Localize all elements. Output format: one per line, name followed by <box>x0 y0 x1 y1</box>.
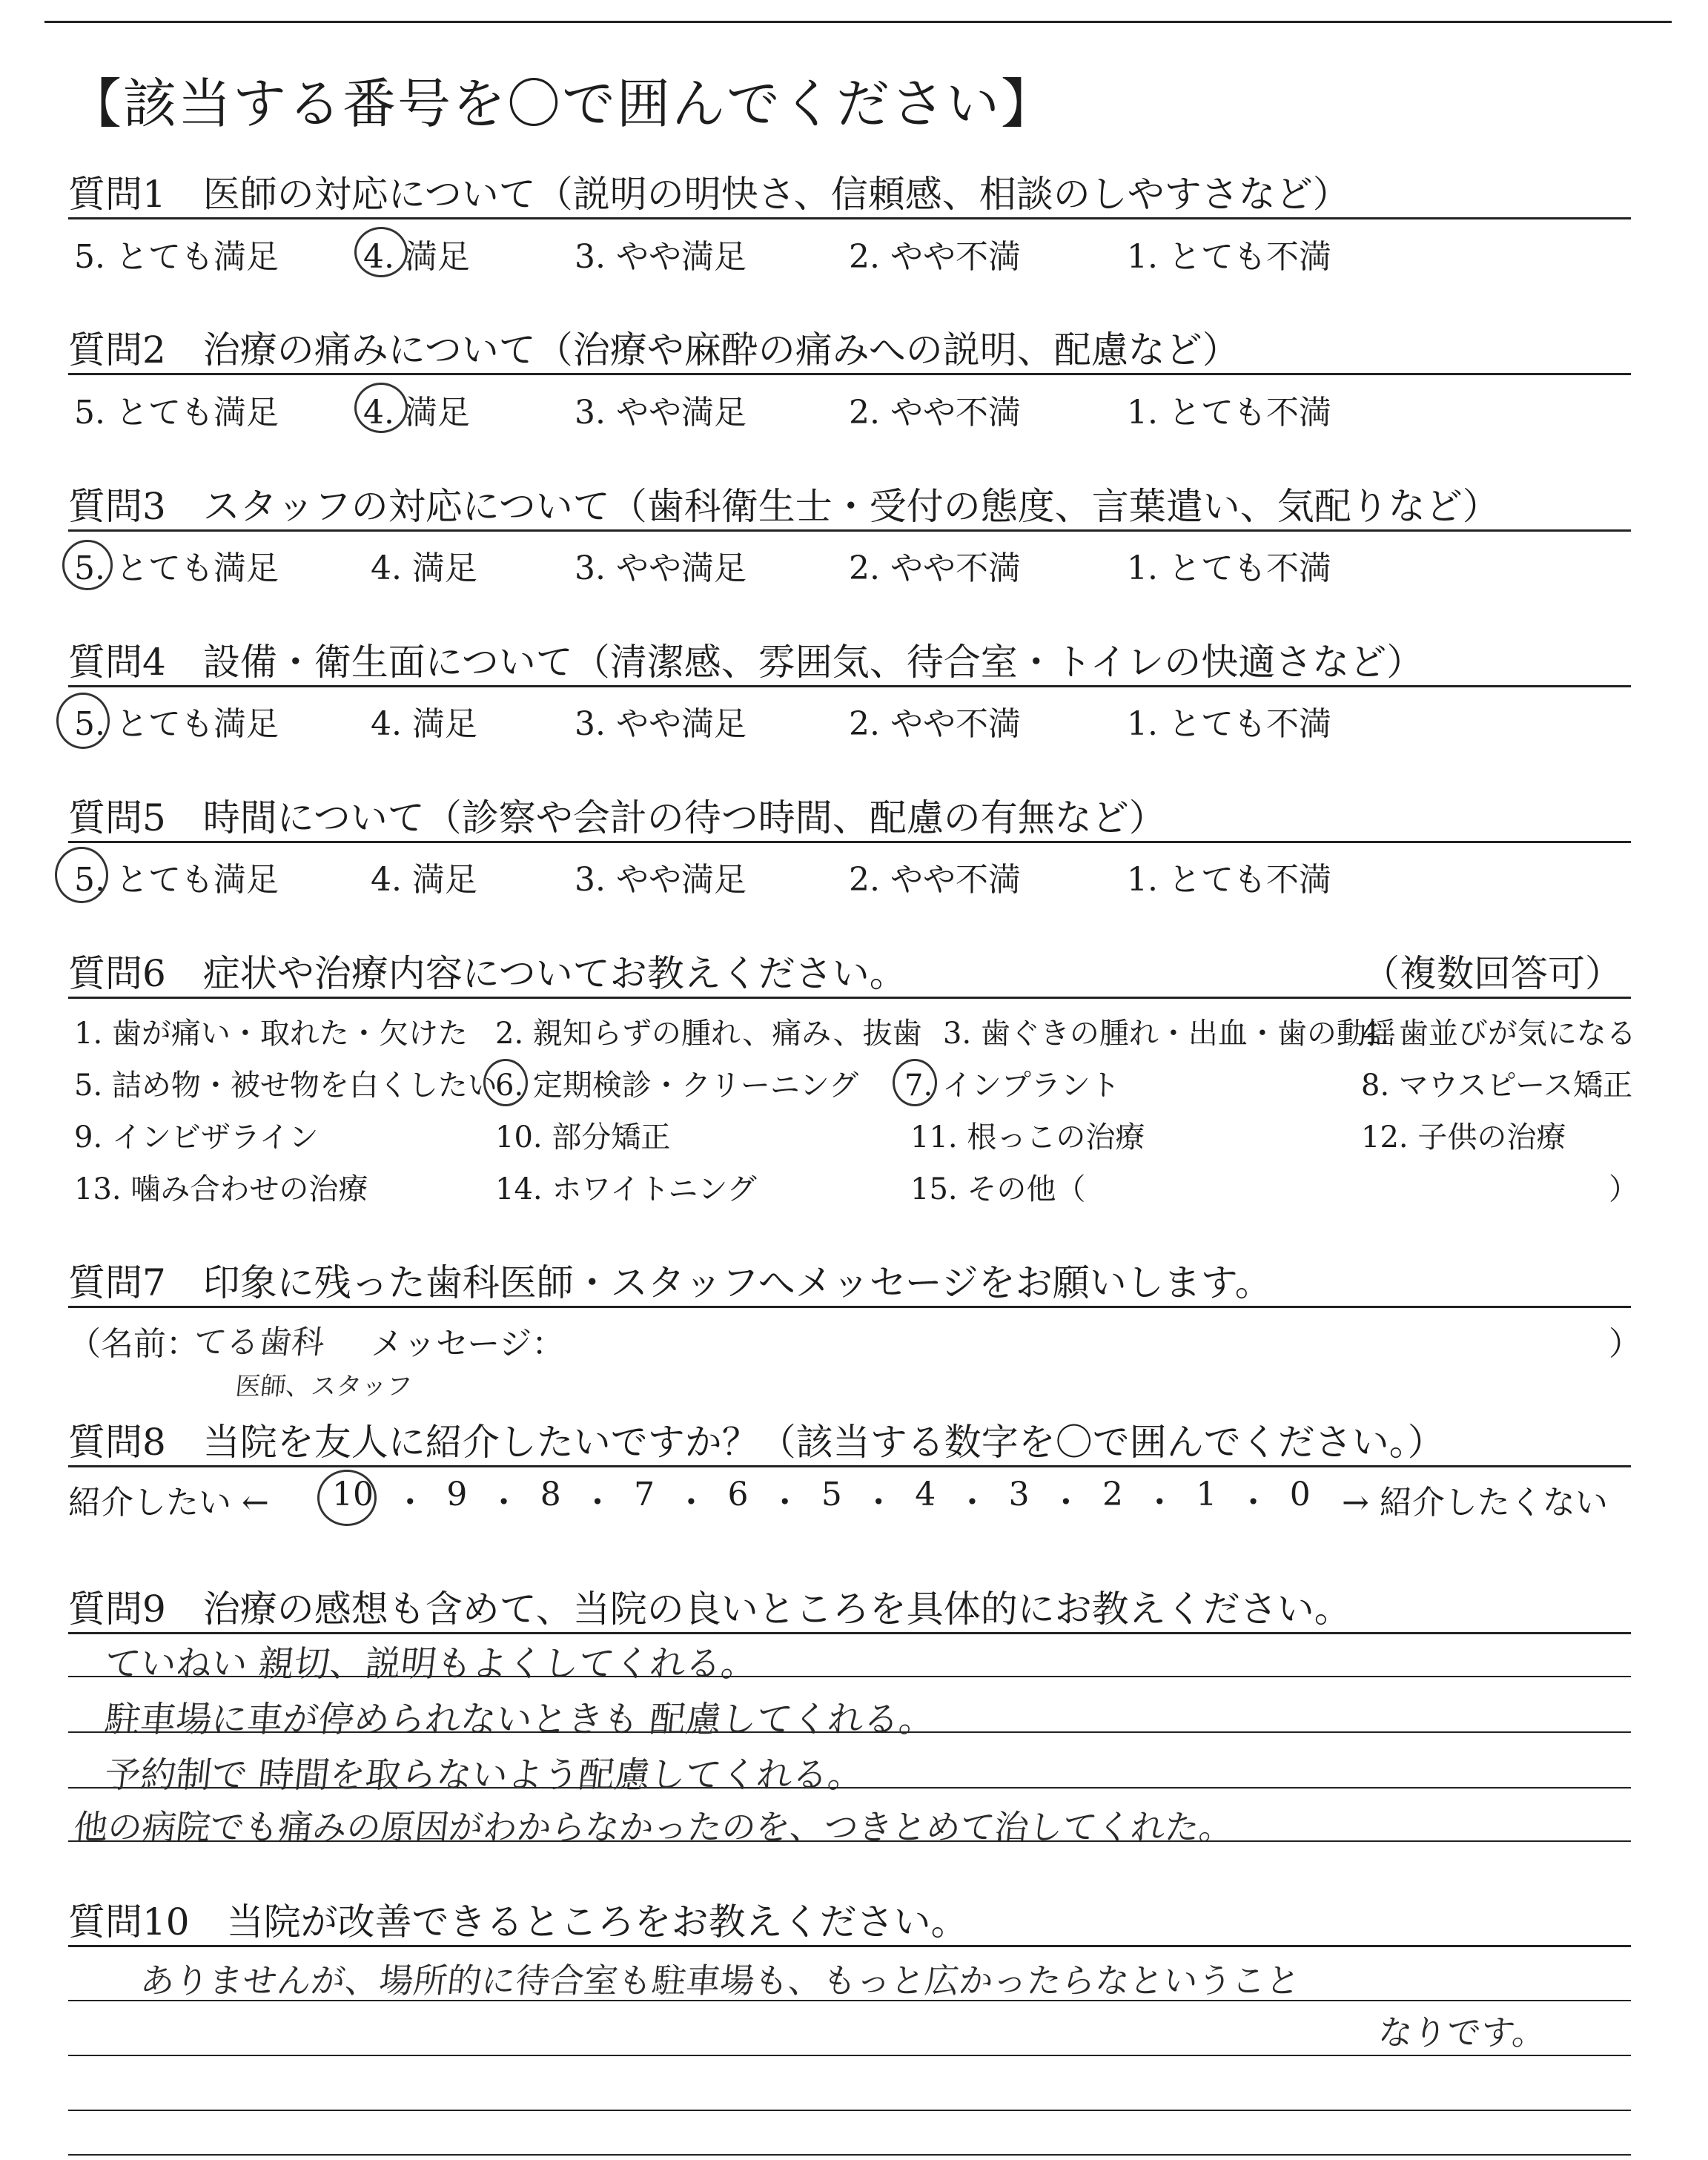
q8-scale-9[interactable]: 9 <box>446 1476 468 1513</box>
question-3-rule <box>68 529 1631 532</box>
q8-scale <box>332 1476 1311 1523</box>
answer-line <box>68 2110 1631 2111</box>
q7-message-label: メッセージ： <box>371 1325 565 1363</box>
q8-scale-sep: ・ <box>956 1484 989 1522</box>
q6-option-3[interactable]: 3. 歯ぐきの腫れ・出血・歯の動揺 <box>943 1017 1396 1051</box>
q6-option-4[interactable]: 4. 歯並びが気になる <box>1361 1017 1636 1051</box>
top-border <box>44 21 1672 23</box>
q6-option-14[interactable]: 14. ホワイトニング <box>495 1172 757 1206</box>
question-9-title: 質問9 治療の感想も含めて、当院の良いところを具体的にお教えください。 <box>68 1588 1351 1631</box>
q8-scale-6[interactable]: 6 <box>727 1476 749 1513</box>
q2-option-2[interactable]: 2. やや不満 <box>849 394 1021 432</box>
q8-scale-5[interactable]: 5 <box>821 1476 842 1513</box>
q5-option-5[interactable]: 5. とても満足 <box>74 861 279 899</box>
q4-option-4[interactable]: 4. 満足 <box>371 705 477 743</box>
q1-option-4[interactable]: 4. 満足 <box>363 238 470 276</box>
question-5-rule <box>68 841 1631 843</box>
question-4-rule <box>68 685 1631 687</box>
q8-scale-sep: ・ <box>862 1484 896 1522</box>
question-3-title: 質問3 スタッフの対応について（歯科衛生士・受付の態度、言葉遣い、気配りなど） <box>68 485 1500 528</box>
q6-option-12[interactable]: 12. 子供の治療 <box>1361 1120 1566 1155</box>
q4-option-3[interactable]: 3. やや満足 <box>575 705 747 743</box>
q3-option-2[interactable]: 2. やや不満 <box>849 549 1021 587</box>
q2-option-1[interactable]: 1. とても不満 <box>1127 394 1331 432</box>
q8-right-label: → 紹介したくない <box>1342 1484 1608 1522</box>
q1-option-5[interactable]: 5. とても満足 <box>74 238 279 276</box>
q2-option-3[interactable]: 3. やや満足 <box>575 394 747 432</box>
question-7-title: 質問7 印象に残った歯科医師・スタッフへメッセージをお願いします。 <box>68 1261 1272 1304</box>
q5-option-4[interactable]: 4. 満足 <box>371 861 477 899</box>
q8-scale-sep: ・ <box>394 1484 427 1522</box>
question-1-title: 質問1 医師の対応について（説明の明快さ、信頼感、相談のしやすさなど） <box>68 173 1350 216</box>
q6-option-8[interactable]: 8. マウスピース矯正 <box>1361 1069 1633 1103</box>
q8-scale-8[interactable]: 8 <box>540 1476 561 1513</box>
q8-scale-sep: ・ <box>768 1484 801 1522</box>
question-6-note: （複数回答可） <box>1363 952 1622 995</box>
question-7-rule <box>68 1306 1631 1308</box>
page-title: 【該当する番号を〇で囲んでください】 <box>68 73 1056 135</box>
q8-selected-circle <box>317 1470 377 1526</box>
q9-answer-line-2[interactable]: 駐車場に車が停められないときも 配慮してくれる。 <box>102 1699 937 1740</box>
q6-option-9[interactable]: 9. インビザライン <box>74 1120 319 1155</box>
question-4-title: 質問4 設備・衛生面について（清潔感、雰囲気、待合室・トイレの快適さなど） <box>68 641 1424 684</box>
q8-scale-sep: ・ <box>1143 1484 1176 1522</box>
q9-answer-line-4[interactable]: 他の病院でも痛みの原因がわからなかったのを、つきとめて治してくれた。 <box>71 1807 1236 1847</box>
q6-option-7[interactable]: 7. インプラント <box>904 1069 1120 1103</box>
q2-option-4[interactable]: 4. 満足 <box>363 394 470 432</box>
question-8-title: 質問8 当院を友人に紹介したいですか？（該当する数字を〇で囲んでください。） <box>68 1421 1445 1464</box>
q6-option-15-close: ） <box>1609 1172 1638 1206</box>
q8-scale-1[interactable]: 1 <box>1196 1476 1217 1513</box>
q6-option-6[interactable]: 6. 定期検診・クリーニング <box>495 1069 859 1103</box>
q8-scale-7[interactable]: 7 <box>634 1476 655 1513</box>
q7-name-label: （名前： <box>68 1325 199 1363</box>
q4-option-1[interactable]: 1. とても不満 <box>1127 705 1331 743</box>
q2-option-5[interactable]: 5. とても満足 <box>74 394 279 432</box>
q8-scale-sep: ・ <box>580 1484 614 1522</box>
q5-selected-circle <box>55 847 108 903</box>
q5-option-3[interactable]: 3. やや満足 <box>575 861 747 899</box>
q8-left-label: 紹介したい ← <box>68 1484 269 1522</box>
q4-option-5[interactable]: 5. とても満足 <box>74 705 279 743</box>
q8-scale-sep: ・ <box>487 1484 520 1522</box>
q6-option-7-circle <box>893 1059 937 1106</box>
q8-scale-sep: ・ <box>1049 1484 1082 1522</box>
q7-close-paren: ） <box>1609 1325 1641 1363</box>
q1-option-3[interactable]: 3. やや満足 <box>575 238 747 276</box>
question-6-title: 質問6 症状や治療内容についてお教えください。 <box>68 952 907 995</box>
q6-option-6-circle <box>483 1059 528 1106</box>
q8-scale-sep: ・ <box>1237 1484 1270 1522</box>
q9-answer-line-3[interactable]: 予約制で 時間を取らないよう配慮してくれる。 <box>102 1754 866 1796</box>
q8-scale-4[interactable]: 4 <box>915 1476 936 1513</box>
q5-option-2[interactable]: 2. やや不満 <box>849 861 1021 899</box>
q7-handwritten-note: 医師、スタッフ <box>234 1372 414 1401</box>
q6-option-15[interactable]: 15. その他（ <box>910 1172 1086 1206</box>
question-8-rule <box>68 1465 1631 1467</box>
question-2-rule <box>68 373 1631 375</box>
q3-option-5[interactable]: 5. とても満足 <box>74 549 279 587</box>
question-2-title: 質問2 治療の痛みについて（治療や麻酔の痛みへの説明、配慮など） <box>68 328 1239 371</box>
q5-option-1[interactable]: 1. とても不満 <box>1127 861 1331 899</box>
q6-option-1[interactable]: 1. 歯が痛い・取れた・欠けた <box>74 1017 468 1051</box>
q3-selected-circle <box>62 540 113 590</box>
q8-scale-2[interactable]: 2 <box>1102 1476 1123 1513</box>
question-9-rule <box>68 1632 1631 1634</box>
q3-option-1[interactable]: 1. とても不満 <box>1127 549 1331 587</box>
q10-answer-line-1[interactable]: ありませんが、場所的に待合室も駐車場も、もっと広かったらなということ <box>138 1961 1302 2001</box>
answer-line <box>68 2055 1631 2056</box>
question-6-rule <box>68 997 1631 999</box>
q1-selected-circle <box>354 227 408 277</box>
q8-scale-sep: ・ <box>675 1484 708 1522</box>
question-1-rule <box>68 217 1631 219</box>
q10-answer-line-2[interactable]: なりです。 <box>1376 2012 1549 2052</box>
q3-option-4[interactable]: 4. 満足 <box>371 549 477 587</box>
q1-option-1[interactable]: 1. とても不満 <box>1127 238 1331 276</box>
q6-option-2[interactable]: 2. 親知らずの腫れ、痛み、抜歯 <box>495 1017 922 1051</box>
answer-line <box>68 2154 1631 2156</box>
q8-scale-10[interactable]: 10 <box>332 1476 374 1513</box>
q6-option-11[interactable]: 11. 根っこの治療 <box>910 1120 1145 1155</box>
q6-option-10[interactable]: 10. 部分矯正 <box>495 1120 671 1155</box>
q6-option-13[interactable]: 13. 噛み合わせの治療 <box>74 1172 368 1206</box>
question-5-title: 質問5 時間について（診察や会計の待つ時間、配慮の有無など） <box>68 796 1166 839</box>
q4-selected-circle <box>56 693 110 749</box>
q1-option-2[interactable]: 2. やや不満 <box>849 238 1021 276</box>
q6-option-5[interactable]: 5. 詰め物・被せ物を白くしたい <box>74 1069 497 1103</box>
q2-selected-circle <box>354 383 408 433</box>
q4-option-2[interactable]: 2. やや不満 <box>849 705 1021 743</box>
q8-scale-3[interactable]: 3 <box>1008 1476 1030 1513</box>
q3-option-3[interactable]: 3. やや満足 <box>575 549 747 587</box>
question-10-rule <box>68 1945 1631 1947</box>
q8-scale-0[interactable]: 0 <box>1289 1476 1311 1513</box>
question-10-title: 質問10 当院が改善できるところをお教えください。 <box>68 1900 968 1943</box>
q7-name-value[interactable]: てる歯科 <box>191 1324 327 1361</box>
q9-answer-line-1[interactable]: ていねい 親切、説明もよくしてくれる。 <box>102 1643 759 1685</box>
